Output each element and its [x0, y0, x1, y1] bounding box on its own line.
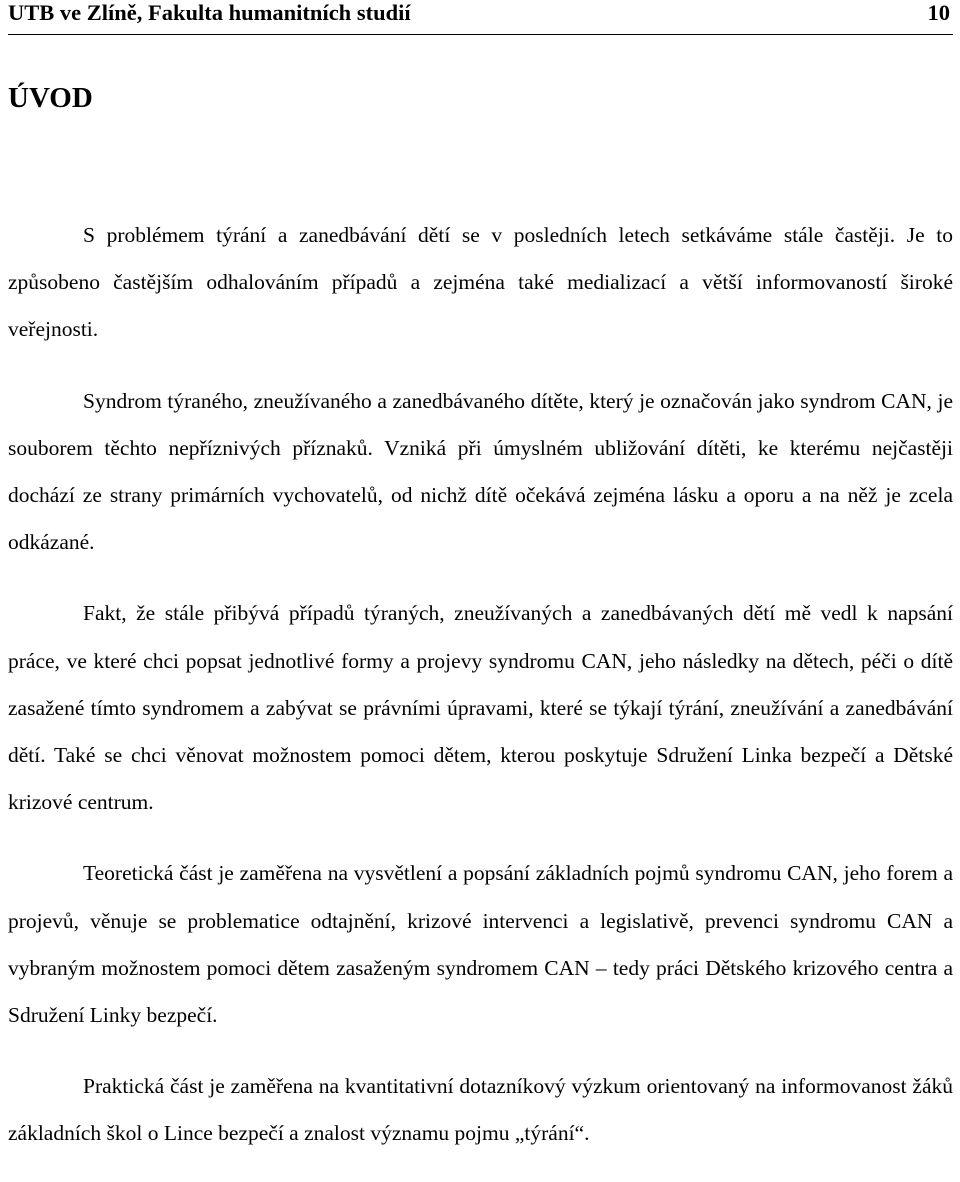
paragraph-1: S problémem týrání a zanedbávání dětí se v posledních letech setkáváme stále častěji. Je to způsobeno častějším odhalováním případů a zejména také medializací a větší informovaností široké veřejnosti.	[8, 223, 953, 342]
paragraph-3: Fakt, že stále přibývá případů týraných, zneužívaných a zanedbávaných dětí mě vedl k napsání práce, ve které chci popsat jednotlivé formy a projevy syndromu CAN, jeho následky na dětech, péči o dítě zasažené tímto syndromem a zabývat se právními úpravami, které se týkají týrání, zneužívání a zanedbávání dětí. Také se chci věnovat možnostem pomoci dětem, kterou poskytuje Sdružení Linka bezpečí a Dětské krizové centrum.	[8, 601, 953, 815]
header-page-number: 10	[927, 0, 950, 25]
body-text	[8, 212, 953, 1182]
paragraph-2: Syndrom týraného, zneužívaného a zanedbávaného dítěte, který je označován jako syndrom CAN, je souborem těchto nepříznivých příznaků. Vzniká při úmyslném ubližování dítěti, ke kterému nejčastěji dochází ze strany primárních vychovatelů, od nichž dítě očekává zejména lásku a oporu a na něž je zcela odkázané.	[8, 388, 953, 555]
paragraph-5: Praktická část je zaměřena na kvantitativní dotazníkový výzkum orientovaný na informovanost žáků základních škol o Lince bezpečí a znalost významu pojmu „týrání“.	[8, 1074, 953, 1146]
chapter-title: ÚVOD	[8, 82, 93, 114]
paragraph-4: Teoretická část je zaměřena na vysvětlení a popsání základních pojmů syndromu CAN, jeho forem a projevů, věnuje se problematice odtajnění, krizové intervenci a legislativě, prevenci syndromu CAN a vybraným možnostem pomoci dětem zasaženým syndromem CAN – tedy práci Dětského krizového centra a Sdružení Linky bezpečí.	[8, 861, 953, 1028]
running-header	[8, 0, 953, 35]
header-institution: UTB ve Zlíně, Fakulta humanitních studií	[8, 0, 411, 25]
